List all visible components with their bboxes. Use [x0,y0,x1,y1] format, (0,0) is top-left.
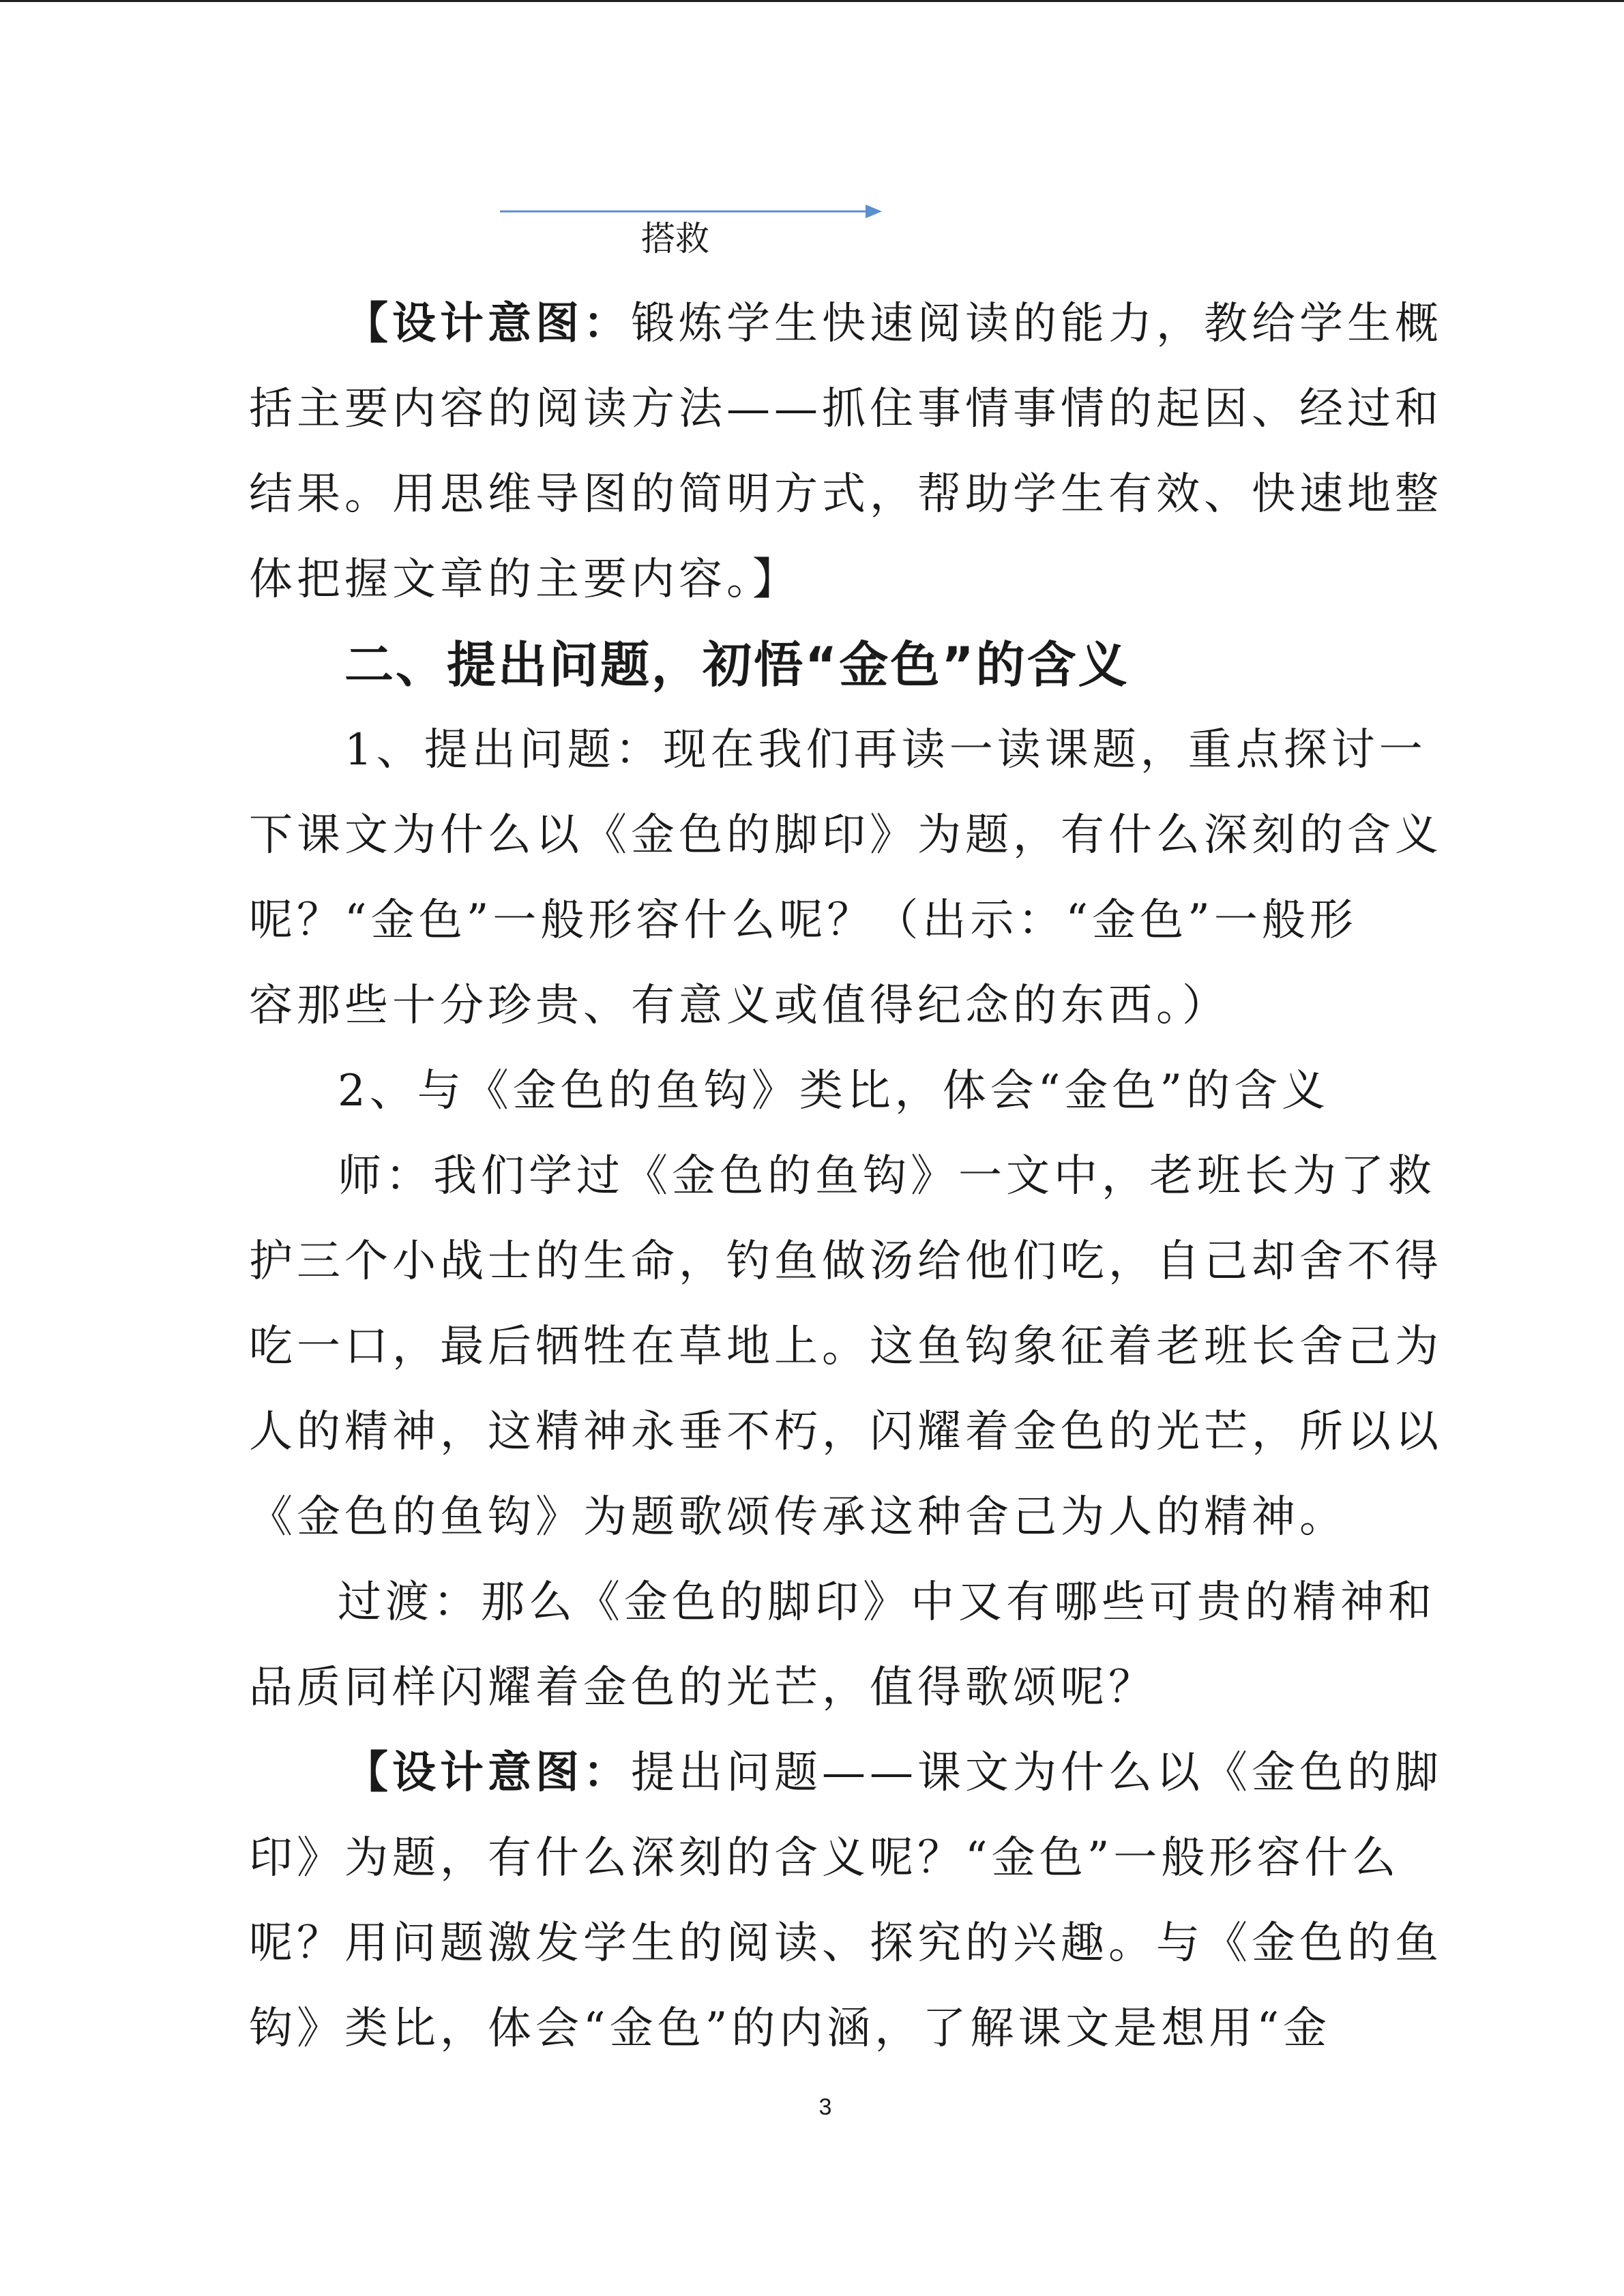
body-line-8: 吃一口，最后牺牲在草地上。这鱼钩象征着老班长舍己为 [249,1322,1443,1372]
design2-text: 提出问题——课文为什么以《金色的脚 [631,1748,1443,1798]
body-line-11: 过渡：那么《金色的脚印》中又有哪些可贵的精神和 [338,1577,1436,1628]
body-line-7: 护三个小战士的生命，钓鱼做汤给他们吃，自己却舍不得 [249,1236,1443,1287]
design2-line-3: 呢？用问题激发学生的阅读、探究的兴趣。与《金色的鱼 [249,1918,1443,1969]
design1-line-4: 体把握文章的主要内容。】 [249,554,800,605]
arrow-label: 搭救 [641,219,709,258]
body-line-6: 师：我们学过《金色的鱼钩》一文中，老班长为了救 [338,1151,1436,1202]
body-line-3: 呢？“金色”一般形容什么呢？（出示：“金色”一般形 [249,895,1357,946]
body-line-9: 人的精神，这精神永垂不朽，闪耀着金色的光芒，所以以 [249,1407,1443,1457]
design1-line-3: 结果。用思维导图的简明方式，帮助学生有效、快速地整 [249,469,1443,520]
design-intent-label: 【设计意图： [344,298,631,349]
body-line-5: 2、与《金色的鱼钩》类比，体会“金色”的含义 [338,1066,1330,1116]
page-top-border [0,0,1624,2]
design2-line-4: 钩》类比，体会“金色”的内涵，了解课文是想用“金 [249,2003,1331,2054]
body-line-4: 容那些十分珍贵、有意义或值得纪念的东西。） [249,981,1230,1031]
body-line-1: 1、提出问题：现在我们再读一读课题，重点探讨一 [344,725,1427,775]
page-number: 3 [818,2094,832,2120]
design2-line-2: 印》为题，有什么深刻的含义呢？“金色”一般形容什么 [249,1833,1400,1883]
body-line-12: 品质同样闪耀着金色的光芒，值得歌颂呢？ [249,1663,1156,1713]
design1-line-2: 括主要内容的阅读方法——抓住事情事情的起因、经过和 [249,384,1443,434]
section-heading: 二、提出问题，初悟“金色”的含义 [344,636,1130,694]
design1-line-1 [344,297,1443,351]
body-line-2: 下课文为什么以《金色的脚印》为题，有什么深刻的含义 [249,810,1443,861]
design-intent-label-2: 【设计意图： [344,1747,631,1798]
design2-line-1 [344,1746,1443,1800]
design1-text: 锻炼学生快速阅读的能力，教给学生概 [631,299,1443,349]
body-line-10: 《金色的鱼钩》为题歌颂传承这种舍己为人的精神。 [249,1492,1347,1542]
